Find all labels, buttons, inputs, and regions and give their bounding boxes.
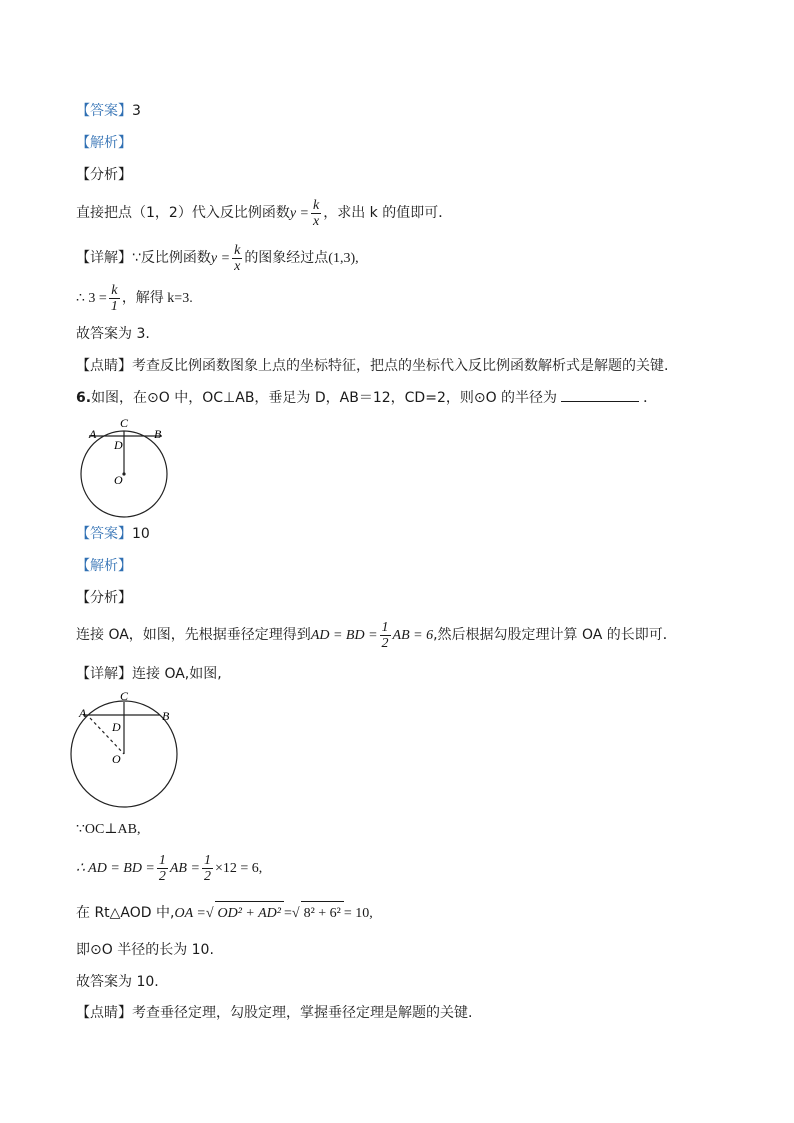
circle-figure-2 <box>70 686 182 810</box>
analysis-tag: 【解析】 <box>76 558 132 574</box>
fraction <box>232 243 242 274</box>
fraction-denominator: 2 <box>158 868 166 884</box>
fraction-denominator: 2 <box>203 868 211 884</box>
label-d: D <box>112 720 121 734</box>
function-lhs: y = <box>210 251 231 266</box>
fraction <box>311 198 321 229</box>
fraction-numerator: 1 <box>203 852 211 868</box>
fraction-denominator: x <box>313 213 320 229</box>
fenxi-text-end: ，求出 k 的值即可． <box>323 205 453 221</box>
sqrt-content: 8² + 6² <box>301 901 344 926</box>
label-c: C <box>120 416 129 430</box>
q6-answer-line <box>76 524 150 544</box>
because-line: ∵OC⊥AB, <box>76 822 141 837</box>
fraction <box>157 853 168 884</box>
math-expression: ×12 = 6, <box>214 861 263 876</box>
math-expression: ∴ AD = BD = <box>76 861 155 876</box>
detail-text: 连接 OA,如图, <box>132 666 222 682</box>
q6-question <box>76 387 657 408</box>
dianjing-text: 考查反比例函数图象上点的坐标特征，把点的坐标代入反比例函数解析式是解题的关键. <box>132 358 669 374</box>
dianjing-tag: 【点睛】 <box>76 1005 132 1021</box>
detail-tag: 【详解】 <box>76 666 132 682</box>
math-expression: = <box>284 906 292 921</box>
center-point <box>122 472 125 475</box>
q6-detail-line <box>76 664 222 684</box>
fenxi-tag: 【分析】 <box>76 167 132 183</box>
q6-fenxi-text <box>76 619 677 652</box>
q6-analysis-tag <box>76 556 132 576</box>
q6-conclusion: 故答案为 10. <box>76 974 159 990</box>
q5-step-line <box>76 282 193 315</box>
dianjing-text: 考查垂径定理，勾股定理，掌握垂径定理是解题的关键. <box>132 1005 473 1021</box>
answer-tag: 【答案】 <box>76 526 132 542</box>
analysis-tag: 【解析】 <box>76 135 132 151</box>
answer-value: 3 <box>132 103 141 119</box>
radius-line: 即⊙O 半径的长为 10. <box>76 942 214 958</box>
circle-figure-1 <box>76 412 186 522</box>
fenxi-tag: 【分析】 <box>76 590 132 606</box>
therefore-line <box>76 852 262 885</box>
step-lhs: ∴ 3 = <box>76 291 107 306</box>
question-text: 如图，在⊙O 中，OC⊥AB，垂足为 D，AB＝12，CD=2，则⊙O 的半径为 <box>91 390 558 406</box>
question-number: 6. <box>76 390 92 406</box>
sqrt-content: OD² + AD² <box>215 901 284 926</box>
math-expression: OA = <box>174 906 206 921</box>
label-a: A <box>79 706 87 720</box>
fraction-numerator: k <box>234 242 241 258</box>
q6-fenxi-tag <box>76 588 132 608</box>
answer-value: 10 <box>132 526 150 542</box>
fraction <box>380 620 391 651</box>
q5-conclusion: 故答案为 3. <box>76 326 150 342</box>
fraction <box>202 853 213 884</box>
question-end: ． <box>643 390 658 406</box>
answer-tag: 【答案】 <box>76 103 132 119</box>
sqrt-symbol: √ <box>205 906 214 921</box>
fenxi-text: 直接把点（1，2）代入反比例函数 <box>76 205 290 221</box>
sqrt-symbol: √ <box>291 906 300 921</box>
label-d: D <box>114 438 123 452</box>
label-b: B <box>162 709 170 723</box>
fenxi-text-end: ,然后根据勾股定理计算 OA 的长即可． <box>433 627 677 643</box>
fraction-numerator: k <box>109 283 120 299</box>
detail-text-end: 的图象经过点(1,3), <box>244 251 359 266</box>
fenxi-text: 连接 OA，如图，先根据垂径定理得到 <box>76 627 311 643</box>
label-b: B <box>154 427 162 441</box>
fraction-denominator: 1 <box>110 298 118 314</box>
q5-fenxi-text <box>76 197 452 230</box>
label-a: A <box>89 427 97 441</box>
math-expression: AB = <box>169 861 200 876</box>
q5-fenxi-tag <box>76 165 132 185</box>
q5-dianjing-line <box>76 356 668 376</box>
label-o: O <box>114 473 123 487</box>
detail-text: ∵反比例函数 <box>132 250 211 266</box>
step-rhs: ，解得 k=3. <box>121 291 193 306</box>
fraction-denominator: x <box>234 258 241 274</box>
label-c: C <box>120 689 129 703</box>
math-expression: = 10, <box>343 906 373 921</box>
function-lhs: y = <box>289 206 309 221</box>
q5-answer-line <box>76 101 141 121</box>
fraction-numerator: 1 <box>381 619 389 635</box>
math-expression: AD = BD = <box>310 628 378 643</box>
q5-detail-line <box>76 242 359 275</box>
dianjing-tag: 【点睛】 <box>76 358 132 374</box>
q6-dianjing-line <box>76 1003 472 1023</box>
rt-line <box>76 901 373 926</box>
label-o: O <box>112 752 121 766</box>
math-expression: AB = 6 <box>392 628 434 643</box>
fraction-numerator: 1 <box>158 852 166 868</box>
answer-blank <box>561 387 639 402</box>
detail-tag: 【详解】 <box>76 250 132 266</box>
fraction-denominator: 2 <box>381 635 389 651</box>
fraction <box>109 283 120 314</box>
rt-text: 在 Rt△AOD 中, <box>76 905 175 921</box>
fraction-numerator: k <box>313 197 320 213</box>
q5-analysis-tag <box>76 133 132 153</box>
